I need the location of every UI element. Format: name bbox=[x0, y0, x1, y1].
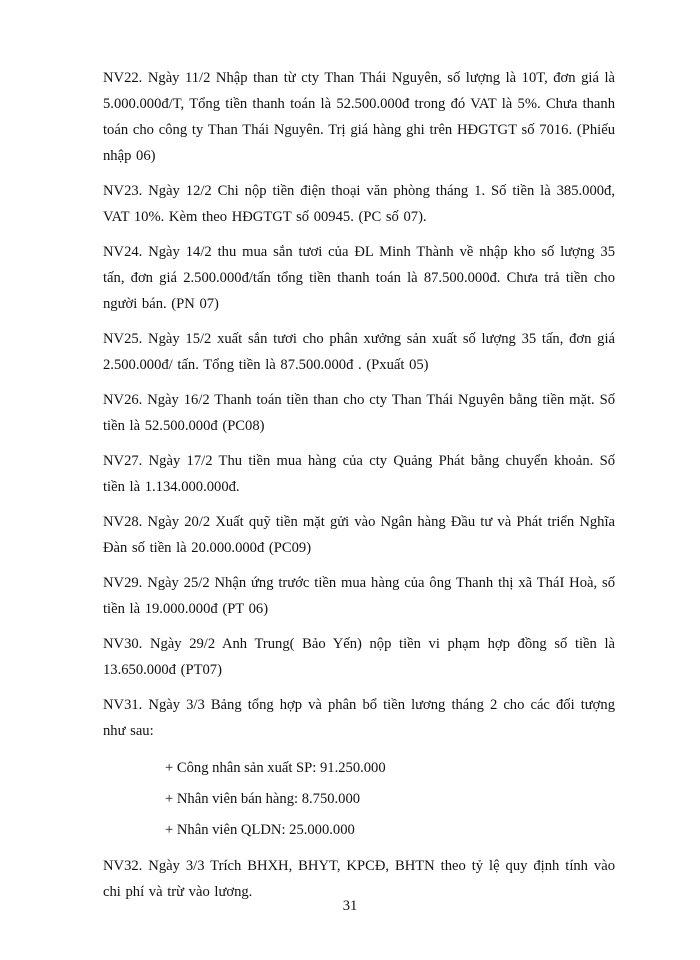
paragraph-nv29: NV29. Ngày 25/2 Nhận ứng trước tiền mua hàng của ông Thanh thị xã TháI Hoà, số tiền là 19.000.000đ (PT 06) bbox=[103, 575, 615, 617]
paragraph-nv30: NV30. Ngày 29/2 Anh Trung( Bảo Yến) nộp tiền vi phạm hợp đồng số tiền là 13.650.000đ (PT07) bbox=[103, 636, 615, 678]
paragraph-nv24: NV24. Ngày 14/2 thu mua sắn tươi của ĐL Minh Thành về nhập kho số lượng 35 tấn, đơn giá 2.500.000đ/tấn tổng tiền thanh toán là 87.500.000đ. Chưa trả tiền cho người bán. (PN 07) bbox=[103, 244, 615, 312]
page-number: 31 bbox=[342, 898, 358, 914]
paragraph-nv22: NV22. Ngày 11/2 Nhập than từ cty Than Thái Nguyên, số lượng là 10T, đơn giá là 5.000.000đ/T, Tổng tiền thanh toán là 52.500.000đ trong đó VAT là 5%. Chưa thanh toán cho công ty Than Thái Nguyên. Trị giá hàng ghi trên HĐGTGT số 7016. (Phiếu nhập 06) bbox=[103, 70, 615, 164]
list-item-production-workers: + Công nhân sản xuất SP: 91.250.000 bbox=[165, 760, 386, 776]
list-item-sales-staff: + Nhân viên bán hàng: 8.750.000 bbox=[165, 791, 361, 807]
paragraph-nv25: NV25. Ngày 15/2 xuất sắn tươi cho phân xưởng sản xuất số lượng 35 tấn, đơn giá 2.500.000đ/ tấn. Tổng tiền là 87.500.000đ . (Pxuất 05) bbox=[103, 331, 615, 373]
paragraph-nv31: NV31. Ngày 3/3 Bảng tổng hợp và phân bổ tiền lương tháng 2 cho các đối tượng như sau: bbox=[103, 697, 615, 739]
paragraph-nv26: NV26. Ngày 16/2 Thanh toán tiền than cho cty Than Thái Nguyên bằng tiền mặt. Số tiền là 52.500.000đ (PC08) bbox=[103, 392, 615, 434]
paragraph-nv23: NV23. Ngày 12/2 Chi nộp tiền điện thoại văn phòng tháng 1. Số tiền là 385.000đ, VAT 10%. Kèm theo HĐGTGT số 00945. (PC số 07). bbox=[103, 183, 615, 225]
paragraph-nv27: NV27. Ngày 17/2 Thu tiền mua hàng của cty Quảng Phát bằng chuyển khoản. Số tiền là 1.134.000.000đ. bbox=[103, 453, 615, 495]
paragraph-nv32: NV32. Ngày 3/3 Trích BHXH, BHYT, KPCĐ, BHTN theo tỷ lệ quy định tính vào chi phí và trừ vào lương. bbox=[103, 858, 615, 900]
paragraph-nv28: NV28. Ngày 20/2 Xuất quỹ tiền mặt gửi vào Ngân hàng Đầu tư và Phát triển Nghĩa Đàn số tiền là 20.000.000đ (PC09) bbox=[103, 514, 615, 556]
list-item-management-staff: + Nhân viên QLDN: 25.000.000 bbox=[165, 822, 355, 838]
page-content bbox=[103, 65, 615, 914]
salary-allocation-list bbox=[103, 753, 615, 846]
